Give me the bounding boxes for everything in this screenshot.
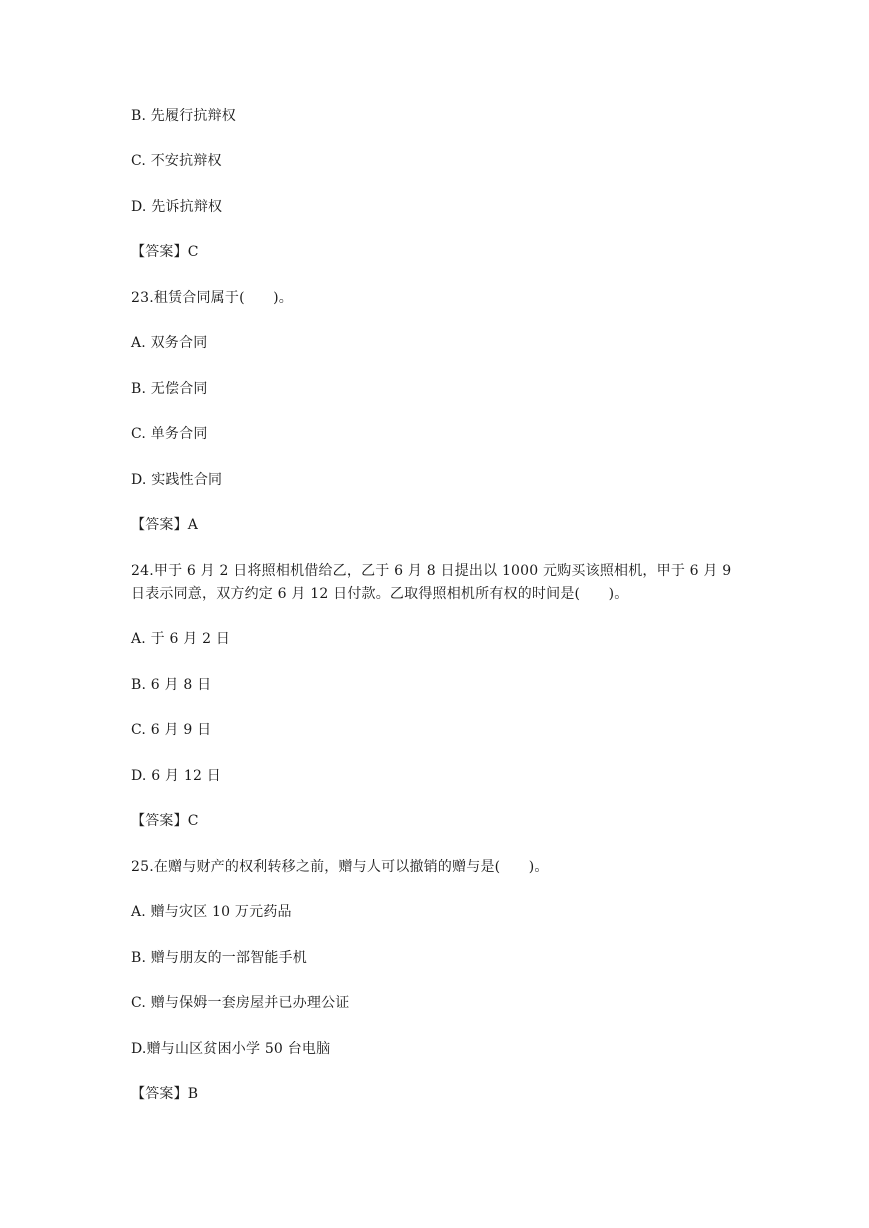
q25-stem: 25.在赠与财产的权利转移之前，赠与人可以撤销的赠与是( )。: [131, 859, 549, 875]
q24-stem-line1: 24.甲于 6 月 2 日将照相机借给乙，乙于 6 月 8 日提出以 1000 元购买该照相机，甲于 6 月 9: [131, 563, 732, 579]
q25-option-b: B. 赠与朋友的一部智能手机: [131, 950, 307, 966]
q24-option-a: A. 于 6 月 2 日: [131, 631, 231, 647]
q25-answer: 【答案】B: [131, 1086, 199, 1102]
prev-option-d: D. 先诉抗辩权: [131, 199, 223, 215]
prev-option-b: B. 先履行抗辩权: [131, 108, 236, 124]
q25-option-c: C. 赠与保姆一套房屋并已办理公证: [131, 995, 350, 1011]
prev-option-c: C. 不安抗辩权: [131, 153, 222, 169]
q24-option-b: B. 6 月 8 日: [131, 677, 212, 693]
q23-option-b: B. 无偿合同: [131, 381, 208, 397]
q23-option-a: A. 双务合同: [131, 335, 208, 351]
q25-option-a: A. 赠与灾区 10 万元药品: [131, 904, 292, 920]
q23-stem: 23.租赁合同属于( )。: [131, 290, 293, 306]
q24-option-c: C. 6 月 9 日: [131, 722, 212, 738]
q24-option-d: D. 6 月 12 日: [131, 768, 221, 784]
q24-stem-line2: 日表示同意，双方约定 6 月 12 日付款。乙取得照相机所有权的时间是( )。: [131, 586, 629, 602]
q24-answer: 【答案】C: [131, 813, 199, 829]
q25-option-d: D.赠与山区贫困小学 50 台电脑: [131, 1041, 331, 1057]
q23-option-d: D. 实践性合同: [131, 472, 223, 488]
q23-answer: 【答案】A: [131, 517, 199, 533]
q23-option-c: C. 单务合同: [131, 426, 208, 442]
prev-answer: 【答案】C: [131, 244, 199, 260]
